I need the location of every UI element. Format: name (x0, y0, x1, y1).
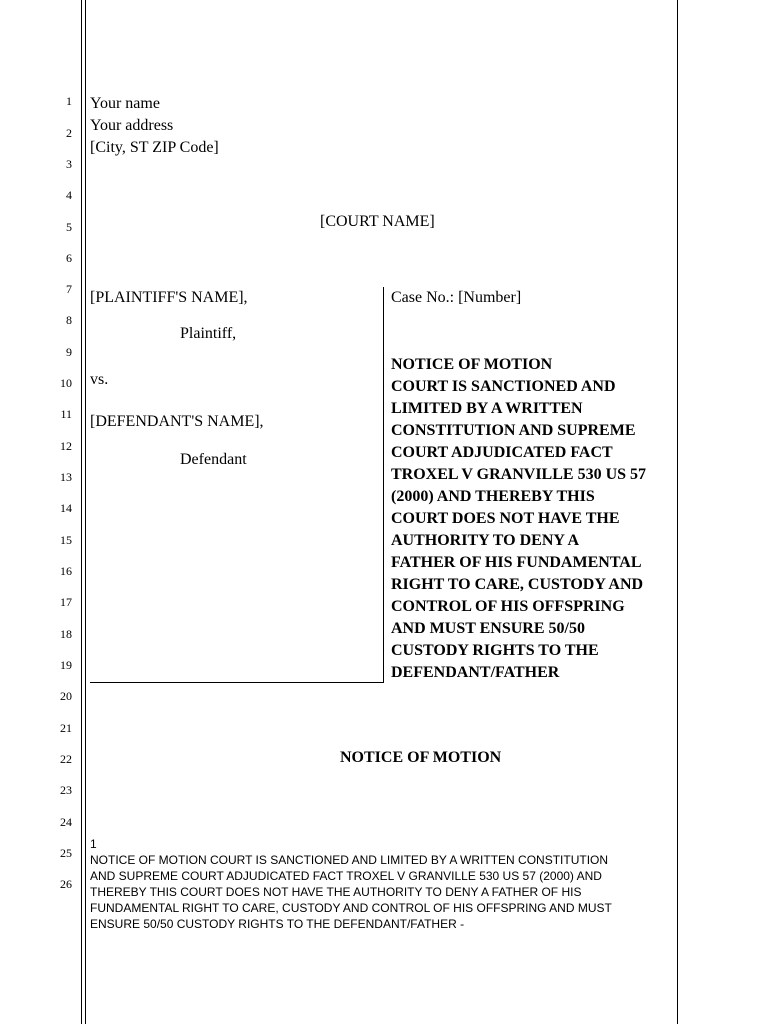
document-heading: NOTICE OF MOTION (340, 749, 502, 766)
notice-title-line: CONTROL OF HIS OFFSPRING (391, 598, 625, 615)
page-footer (90, 836, 650, 932)
line-number: 20 (60, 689, 72, 703)
left-margin-rule-outer (81, 0, 82, 1024)
line-number: 16 (60, 564, 72, 578)
line-number: 11 (60, 407, 72, 421)
line-number: 14 (60, 501, 72, 515)
party-address: Your address (90, 117, 174, 134)
line-number: 24 (60, 815, 72, 829)
case-number: Case No.: [Number] (391, 289, 522, 306)
line-number: 22 (60, 752, 72, 766)
line-number: 3 (66, 157, 72, 171)
footer-page-number: 1 (90, 837, 97, 851)
line-number: 12 (60, 439, 72, 453)
caption-bottom-rule (90, 682, 384, 683)
notice-title-line: AUTHORITY TO DENY A (391, 532, 580, 549)
notice-title-line: COURT DOES NOT HAVE THE (391, 510, 620, 527)
party-city-line: [City, ST ZIP Code] (90, 139, 219, 156)
line-number: 6 (66, 251, 72, 265)
notice-title-block (391, 354, 676, 684)
notice-title-line: RIGHT TO CARE, CUSTODY AND (391, 576, 644, 593)
notice-title-line: FATHER OF HIS FUNDAMENTAL (391, 554, 642, 571)
line-number: 26 (60, 877, 72, 891)
line-number: 9 (66, 345, 72, 359)
line-number: 21 (60, 721, 72, 735)
notice-title-line: CONSTITUTION AND SUPREME (391, 422, 636, 439)
notice-title-line: (2000) AND THEREBY THIS (391, 488, 595, 505)
footer-line: ENSURE 50/50 CUSTODY RIGHTS TO THE DEFENDANT/FATHER - (90, 917, 465, 931)
caption-divider (383, 287, 384, 683)
plaintiff-role: Plaintiff, (180, 325, 237, 342)
notice-title-line: COURT ADJUDICATED FACT (391, 444, 613, 461)
notice-title-line: TROXEL V GRANVILLE 530 US 57 (391, 466, 647, 483)
line-number: 7 (66, 282, 72, 296)
footer-line: AND SUPREME COURT ADJUDICATED FACT TROXEL V GRANVILLE 530 US 57 (2000) AND (90, 869, 602, 883)
line-number: 17 (60, 595, 72, 609)
line-number: 18 (60, 627, 72, 641)
left-margin-rule-inner (85, 0, 86, 1024)
versus-label: vs. (90, 371, 109, 388)
notice-title-line: DEFENDANT/FATHER (391, 664, 560, 681)
line-number: 2 (66, 126, 72, 140)
line-number: 13 (60, 470, 72, 484)
notice-title-line: LIMITED BY A WRITTEN (391, 400, 583, 417)
footer-line: THEREBY THIS COURT DOES NOT HAVE THE AUTHORITY TO DENY A FATHER OF HIS (90, 885, 582, 899)
party-name: Your name (90, 95, 160, 112)
line-number: 23 (60, 783, 72, 797)
line-number: 15 (60, 533, 72, 547)
line-number: 10 (60, 376, 72, 390)
notice-title-line: COURT IS SANCTIONED AND (391, 378, 616, 395)
line-number: 19 (60, 658, 72, 672)
defendant-name: [DEFENDANT'S NAME], (90, 413, 264, 430)
footer-line: FUNDAMENTAL RIGHT TO CARE, CUSTODY AND CONTROL OF HIS OFFSPRING AND MUST (90, 901, 612, 915)
line-number: 5 (66, 220, 72, 234)
notice-title-line: AND MUST ENSURE 50/50 (391, 620, 585, 637)
plaintiff-name: [PLAINTIFF'S NAME], (90, 289, 248, 306)
line-number: 1 (66, 94, 72, 108)
line-number: 4 (66, 188, 72, 202)
line-number: 25 (60, 846, 72, 860)
line-number: 8 (66, 313, 72, 327)
right-margin-rule (677, 0, 678, 1024)
court-name: [COURT NAME] (320, 213, 435, 230)
defendant-role: Defendant (180, 451, 247, 468)
notice-title-line: NOTICE OF MOTION (391, 356, 553, 373)
notice-title-line: CUSTODY RIGHTS TO THE (391, 642, 599, 659)
footer-line: NOTICE OF MOTION COURT IS SANCTIONED AND LIMITED BY A WRITTEN CONSTITUTION (90, 853, 609, 867)
